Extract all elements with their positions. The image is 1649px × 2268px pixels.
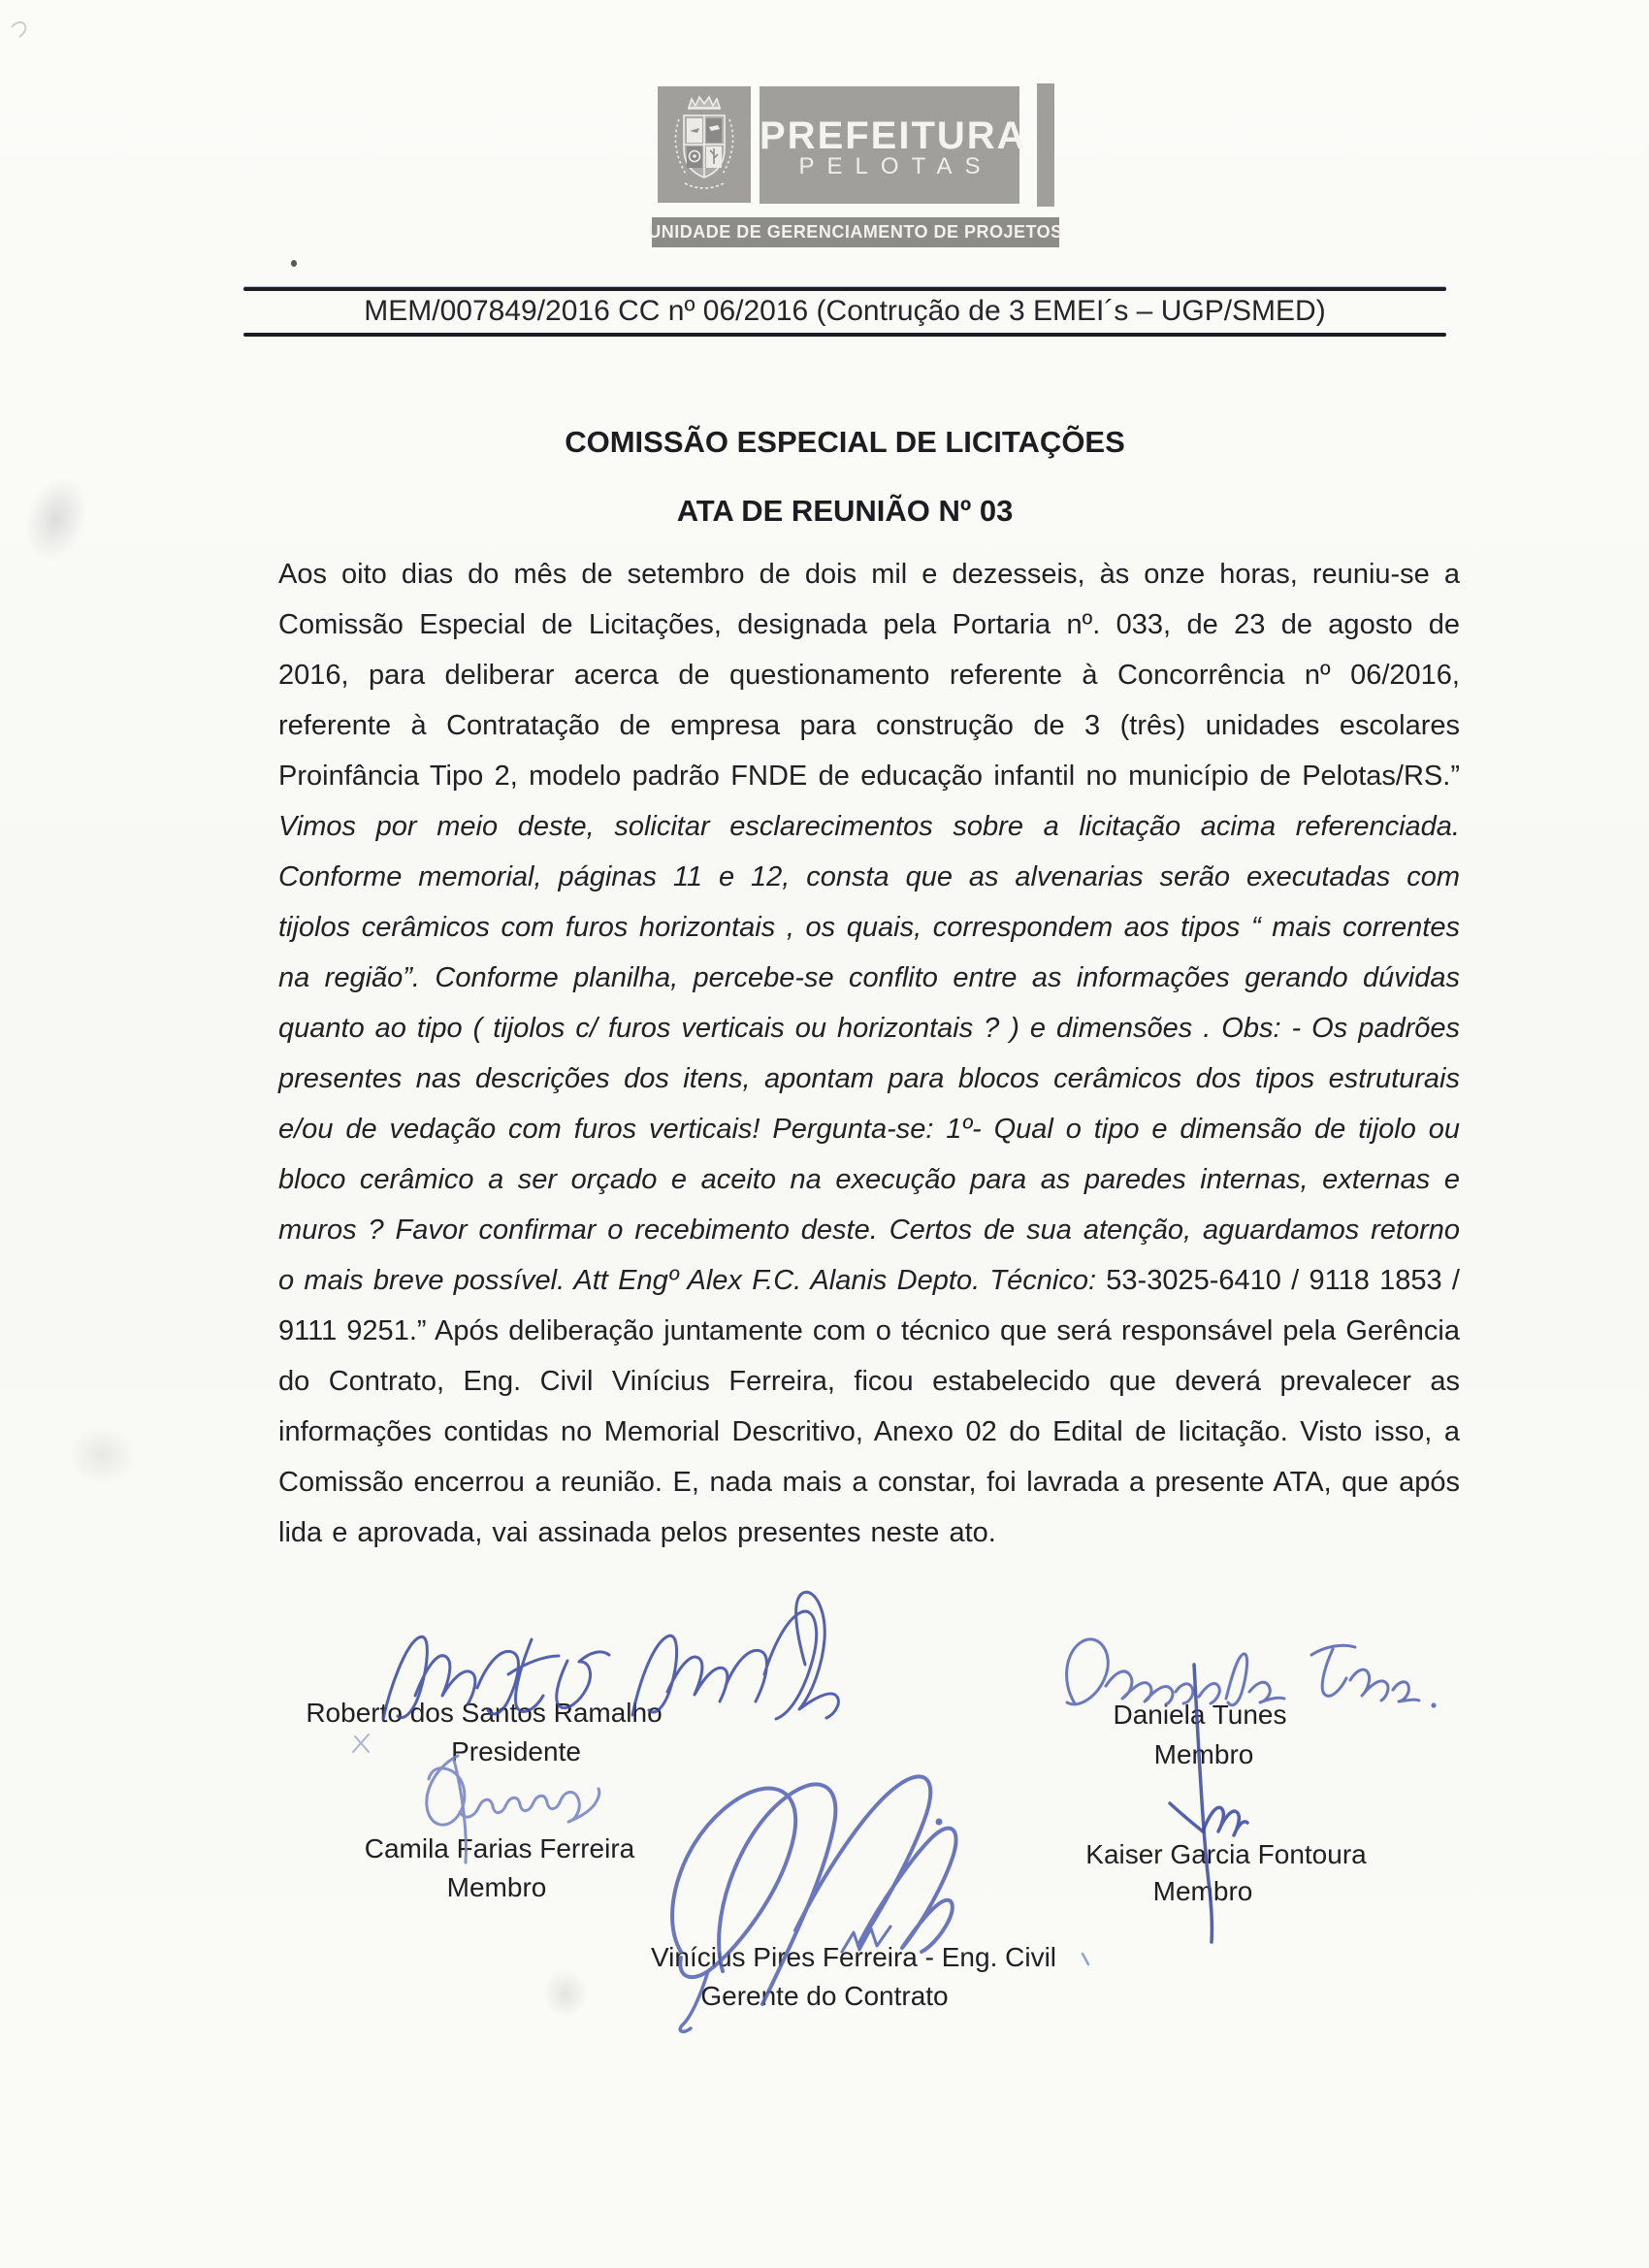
signer-name-camila: Camila Farias Ferreira xyxy=(364,1833,635,1863)
logo-side-strip xyxy=(1037,83,1054,207)
minutes-title: ATA DE REUNIÃO Nº 03 xyxy=(676,494,1014,528)
body-text-segment: 53-3025-6410 / 9118 1853 / 9111 9251.” xyxy=(278,1265,1460,1346)
body-text-segment: Aos oito dias do mês de setembro de dois mil e dezesseis, às onze horas, reuniu-se a Comissão Especial de Licitações, designada pela Portaria nº. 033, de 23 de agosto de 2016, para deliberar acerca de questionamento referente à Concorrência nº 06/2016, referente à Contratação de empresa para construção de 3 (três) unidades escolares Proinfância Tipo 2, modelo padrão FNDE de educação infantil no município de Pelotas/RS.” xyxy=(278,559,1460,792)
logo-brand-line1: PREFEITURA xyxy=(760,114,1027,157)
prefeitura-pelotas-logo xyxy=(760,86,1027,204)
ugp-banner: UNIDADE DE GERENCIAMENTO DE PROJETOS xyxy=(652,217,1059,247)
minutes-body-paragraph xyxy=(278,549,1460,1558)
signer-name-kaiser: Kaiser Garcia Fontoura xyxy=(1085,1839,1367,1869)
logo-brand-line2: PELOTAS xyxy=(798,153,993,179)
reference-line: MEM/007849/2016 CC nº 06/2016 (Contrução de 3 EMEI´s – UGP/SMED) xyxy=(364,295,1326,327)
signer-role-kaiser: Membro xyxy=(1152,1876,1253,1906)
scan-artifact-smudge xyxy=(68,1426,136,1484)
body-text-segment: Vimos por meio deste, solicitar esclarecimentos sobre a licitação acima referenciada. Conforme memorial, páginas 11 e 12, consta que as alvenarias serão executadas com tijolos cerâmicos com furos horizontais , os quais, correspondem aos tipos “ mais correntes na região”. Conforme planilha, percebe-se conflito entre as informações gerando dúvidas quanto ao tipo ( tijolos c/ furos verticais ou horizontais ? ) e dimensões . Obs: - Os padrões presentes nas descrições dos itens, apontam para blocos cerâmicos dos tipos estruturais e/ou de vedação com furos verticais! Pergunta-se: 1º- Qual o tipo e dimensão de tijolo ou bloco cerâmico a ser orçado e aceito na execução para as paredes internas, externas e muros ? Favor confirmar o recebimento deste. Certos de sua atenção, aguardamos retorno o mais breve possível. Att Engº Alex F.C. Alanis Depto. Técnico: xyxy=(278,811,1460,1296)
commission-title: COMISSÃO ESPECIAL DE LICITAÇÕES xyxy=(565,425,1125,459)
top-divider-rule xyxy=(243,287,1446,291)
coat-of-arms-drawing xyxy=(658,86,751,203)
handwritten-signature-daniela xyxy=(1067,1639,1437,1708)
signer-role-daniela: Membro xyxy=(1153,1739,1254,1769)
signer-name-vinicius: Vinícius Pires Ferreira - Eng. Civil xyxy=(650,1942,1057,1972)
signer-role-camila: Membro xyxy=(446,1872,547,1902)
scan-artifact-smudge xyxy=(543,1969,588,2018)
scan-artifact-dot xyxy=(291,260,297,267)
pelotas-coat-of-arms-icon xyxy=(658,86,751,203)
body-text-segment: Após deliberação juntamente com o técnico que será responsável pela Gerência do Contrato, Eng. Civil Vinícius Ferreira, ficou estabelecido que deverá prevalecer as informações contidas no Memorial Descritivo, Anexo 02 do Edital de licitação. Visto isso, a Comissão encerrou a reunião. E, nada mais a constar, foi lavrada a presente ATA, que após lida e aprovada, vai assinada pelos presentes neste ato. xyxy=(278,1315,1460,1548)
signer-role-roberto: Presidente xyxy=(451,1736,581,1766)
signer-role-vinicius: Gerente do Contrato xyxy=(700,1981,949,2011)
bottom-divider-rule xyxy=(243,333,1446,337)
scan-artifact-curl xyxy=(12,22,25,37)
scan-artifact-smudge xyxy=(16,469,98,569)
signer-name-roberto: Roberto dos Santos Ramalho xyxy=(306,1698,663,1728)
handwritten-signature-kaiser xyxy=(1170,1803,1247,1835)
signer-name-daniela: Daniela Tunes xyxy=(1113,1700,1287,1730)
